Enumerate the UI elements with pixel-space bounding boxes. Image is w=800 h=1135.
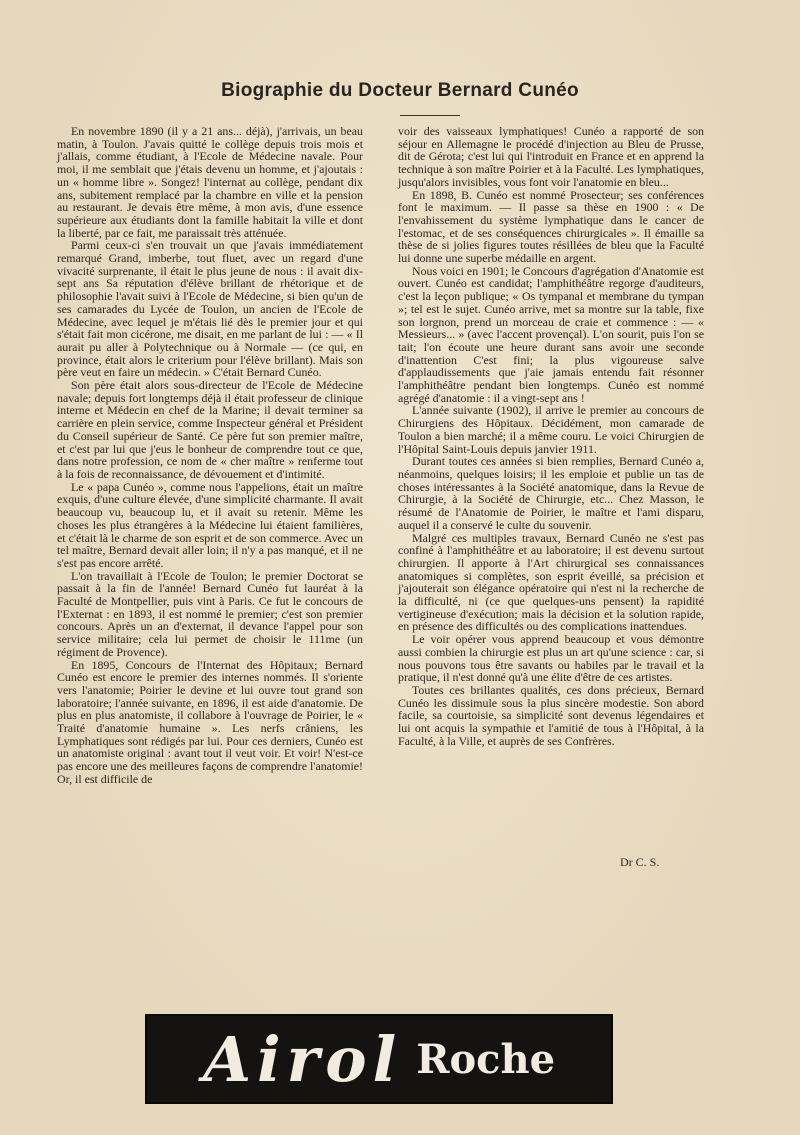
paragraph: En 1895, Concours de l'Internat des Hôpitaux; Bernard Cunéo est encore le premier des internes nommés. Il s'oriente vers l'anatomie; Poirier le devine et lui ouvre tout grand son laboratoire; l'année suivante, en 1896, il est aide d'anatomie. De plus en plus anatomiste, il collabore à l'ouvrage de Poirier, le « Traité d'anatomie humaine ». Les nerfs crâniens, les Lymphatiques sont rédigés par lui. Pour ces derniers, Cunéo est un anatomiste original : avant tout il veut voir. Et voir! N'est-ce pas encore une des meilleures façons de comprendre l'anatomie! Or, il est difficile de <box>57 657 363 786</box>
paragraph: Nous voici en 1901; le Concours d'agrégation d'Anatomie est ouvert. Cunéo est candidat; l'amphithéâtre regorge d'auditeurs, c'est la leçon publique; « Os tympanal et membrane du tympan »; tel est le sujet. Cunéo arrive, met sa montre sur la table, fixe son lorgnon, prend un morceau de craie et commence : — « Messieurs... » (avec l'accent provençal). L'on sourit, puis l'on se tait; l'on écoute une heure durant sans avoir une seconde d'inattention C'est fini; la plus vigoureuse salve d'applaudissements que j'aie jamais entendu fait résonner l'amphithéâtre pendant bien longtemps. Cunéo est nommé agrégé d'anatomie : il a vingt-sept ans ! <box>398 263 704 405</box>
signature: Dr C. S. <box>620 855 660 869</box>
paragraph: voir des vaisseaux lymphatiques! Cunéo a rapporté de son séjour en Allemagne le procédé d'injection au Bleu de Prusse, dit de Gérota; c'est lui qui l'introduit en France et en apprend la technique à son maître Poirier et à la Faculté. Les lymphatiques, jusqu'alors invisibles, vous font voir l'anatomie en bleu... <box>398 124 704 189</box>
paragraph: Toutes ces brillantes qualités, ces dons précieux, Bernard Cunéo les dissimule sous la plus sincère modestie. Son abord facile, sa courtoisie, sa simplicité sont devenus légendaires et lui ont acquis la sympathie et l'amitié de tous à l'Hôpital, à la Faculté, à la Ville, et auprès de ses Confrères. <box>398 682 704 748</box>
page-title: Biographie du Docteur Bernard Cunéo <box>221 80 579 101</box>
paragraph: En 1898, B. Cunéo est nommé Prosecteur; ses conférences font le maximum. — Il passe sa thèse en 1900 : « De l'envahissement du système lymphatique dans le cancer de l'estomac, et de ses conséquences chirurgicales ». Il émaille sa thèse de si jolies figures toutes résillées de bleu que la Faculté lui donne une superbe médaille en argent. <box>398 187 704 266</box>
paragraph: L'on travaillait à l'Ecole de Toulon; le premier Doctorat se passait à la fin de l'année! Bernard Cunéo fut lauréat à la Faculté de Montpellier, puis vint à Paris. Ce fut le concours de l'Externat : en 1893, il est nommé le premier; c'est son premier concours. Après un an d'externat, il devance l'appel pour son service militaire; cela lui permet de choisir le 111me (un régiment de Provence). <box>57 568 363 659</box>
paragraph: Le « papa Cunéo », comme nous l'appelions, était un maître exquis, d'une culture élevée, d'une simplicité charmante. Il avait beaucoup vu, beaucoup lu, et il avait su retenir. Même les choses les plus étrangères à la Médecine lui étaient familières, et c'était là le charme de son esprit et de son commerce. Avec un tel maître, Bernard devait aller loin; il n'y a pas manqué, et il ne s'est pas encore arrêté. <box>57 479 363 570</box>
paragraph: L'année suivante (1902), il arrive le premier au concours de Chirurgiens des Hôpitaux. Décidément, mon camarade de Toulon a bien marché; il a même couru. Le voici Chirurgien de l'Hôpital Saint-Louis depuis janvier 1911. <box>398 403 704 456</box>
paragraph: Le voir opérer vous apprend beaucoup et vous démontre aussi combien la chirurgie est plus un art qu'une science : car, si nous pouvons tous être savants ou habiles par le travail et la pratique, il n'est donné qu'à une élite d'être de ces artistes. <box>398 632 704 685</box>
paragraph: Durant toutes ces années si bien remplies, Bernard Cunéo a, néanmoins, quelques loisirs; il les emploie et publie un tas de choses intéressantes à la Société anatomique, dans la Revue de Chirurgie, à la Société de Chirurgie, etc... Chez Masson, le résumé de l'Anatomie de Poirier, le maître et l'ami disparu, auquel il a conservé le culte du souvenir. <box>398 454 704 532</box>
paragraph: Parmi ceux-ci s'en trouvait un que j'avais immédiatement remarqué Grand, imberbe, tout fluet, avec un regard d'une vivacité surprenante, il était le plus jeune de nous : il avait dix-sept ans Sa réputation d'élève brillant de rhétorique et de philosophie l'avait suivi à l'Ecole de Médecine, si bien qu'un de ses camarades du Lycée de Toulon, un ancien de l'Ecole de Médecine, avec lequel je m'étais lié dès le premier jour et qui s'était fait mon cicérone, me disait, en me parlant de lui : — « Il aurait pu aller à Polytechnique ou à Normale — (ce qui, en province, était alors le criterium pour l'élève brillant). Mais son père veut en faire un médecin. » C'était Bernard Cunéo. <box>57 238 363 380</box>
left-column <box>57 125 363 786</box>
paragraph: Malgré ces multiples travaux, Bernard Cunéo ne s'est pas confiné à l'amphithéâtre et au laboratoire; il est devenu surtout chirurgien. Il apporte à l'Art chirurgical ses connaissances anatomiques si complètes, son esprit éveillé, sa précision et j'ajouterait son élégance opératoire qui n'est ni la recherche de la difficulté, ni (ce que quelques-uns pensent) la rapidité vertigineuse d'exécution; mais la décision et la solution rapide, en présence des difficultés ou des complications inattendues. <box>398 530 704 634</box>
title-rule <box>400 115 460 116</box>
paragraph: En novembre 1890 (il y a 21 ans... déjà), j'arrivais, un beau matin, à Toulon. J'avais quitté le collège depuis trois mois et j'allais, comme étudiant, à l'Ecole de Médecine navale. Pour moi, il me semblait que j'étais devenu un homme, et j'ajoutais : un « homme libre ». Songez! l'internat au collège, pendant dix ans, subitement remplacé par la chambre en ville et la pension au restaurant. Je devais être même, à mon avis, d'une essence supérieure aux étudiants dont la famille habitait la ville et dont la liberté, par ce fait, me paraissait très atténuée. <box>57 124 363 240</box>
right-column <box>398 125 704 747</box>
ad-word-airol: Airol <box>202 1022 403 1096</box>
advertisement-banner <box>145 1014 613 1104</box>
ad-word-roche: Roche <box>416 1035 556 1083</box>
paragraph: Son père était alors sous-directeur de l'Ecole de Médecine navale; depuis fort longtemps déjà il était professeur de clinique interne et Médecin en chef de la Marine; il devait terminer sa carrière en plein service, comme Inspecteur général et Président du Conseil supérieur de Santé. Ce père fut son premier maître, et c'est par lui que j'eus le bonheur de comprendre tout ce que, dans notre profession, ce nom de « cher maître » renferme tout à la fois de reconnaissance, de dévouement et d'intimité. <box>57 378 363 481</box>
